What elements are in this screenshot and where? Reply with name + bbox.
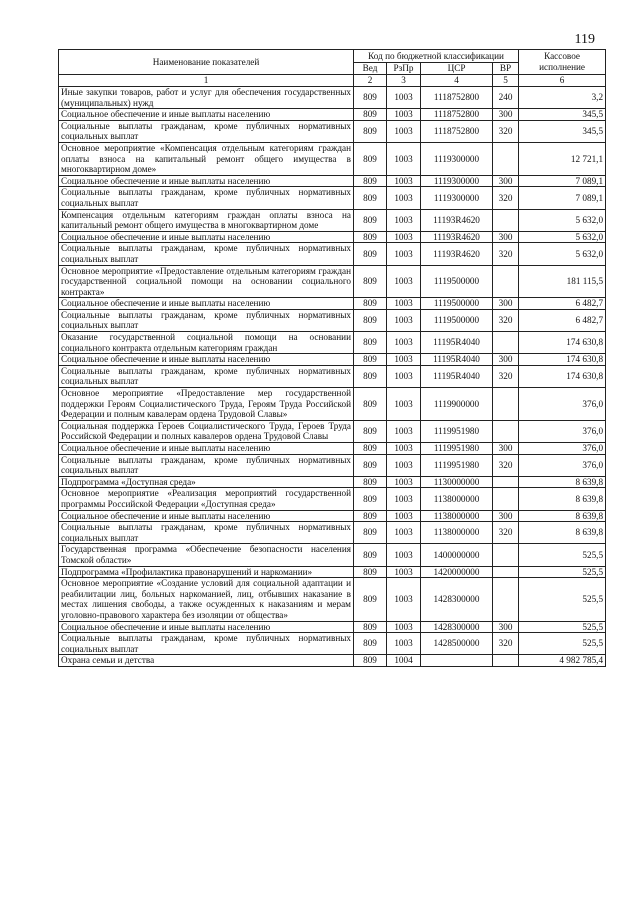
row-amount: 525,5 — [519, 633, 606, 655]
table-row — [59, 120, 606, 142]
row-vr: 300 — [493, 175, 519, 187]
table-row — [59, 578, 606, 621]
row-name: Социальные выплаты гражданам, кроме публичных нормативных социальных выплат — [59, 120, 354, 142]
row-amount: 376,0 — [519, 443, 606, 455]
table-row — [59, 621, 606, 633]
row-csr: 1119500000 — [421, 265, 493, 298]
row-vr — [493, 209, 519, 231]
row-name: Социальные выплаты гражданам, кроме публичных нормативных социальных выплат — [59, 522, 354, 544]
row-csr: 1119500000 — [421, 298, 493, 310]
row-name: Социальная поддержка Героев Социалистического Труда, Героев Труда Российской Федерации и полных кавалеров ордена Трудовой Славы — [59, 420, 354, 442]
row-rzpr: 1003 — [387, 578, 421, 621]
table-row — [59, 243, 606, 265]
row-csr: 1119500000 — [421, 309, 493, 331]
table-row — [59, 522, 606, 544]
row-rzpr: 1003 — [387, 443, 421, 455]
row-ved: 809 — [354, 87, 387, 109]
row-vr — [493, 476, 519, 488]
row-csr: 1119900000 — [421, 388, 493, 421]
row-csr — [421, 655, 493, 667]
header-code-group: Код по бюджетной классификации — [354, 50, 519, 63]
row-csr: 1428300000 — [421, 621, 493, 633]
row-amount: 8 639,8 — [519, 522, 606, 544]
row-name: Социальное обеспечение и иные выплаты населению — [59, 443, 354, 455]
row-vr: 320 — [493, 309, 519, 331]
row-vr: 320 — [493, 120, 519, 142]
header-rzpr: РзПр — [387, 63, 421, 75]
row-name: Социальные выплаты гражданам, кроме публичных нормативных социальных выплат — [59, 187, 354, 209]
row-vr: 320 — [493, 243, 519, 265]
row-csr: 11195R4040 — [421, 365, 493, 387]
row-rzpr: 1003 — [387, 420, 421, 442]
row-name: Компенсация отдельным категориям граждан оплаты взноса на капитальный ремонт общего имущества в многоквартирном доме — [59, 209, 354, 231]
table-row — [59, 175, 606, 187]
row-csr: 1119951980 — [421, 420, 493, 442]
row-rzpr: 1003 — [387, 544, 421, 566]
row-name: Оказание государственной социальной помощи на основании социального контракта отдельным категориям граждан — [59, 332, 354, 354]
row-vr: 240 — [493, 87, 519, 109]
header-vr: ВР — [493, 63, 519, 75]
table-row — [59, 566, 606, 578]
row-amount: 181 115,5 — [519, 265, 606, 298]
row-csr: 11193R4620 — [421, 231, 493, 243]
row-csr: 1420000000 — [421, 566, 493, 578]
row-rzpr: 1003 — [387, 488, 421, 510]
row-ved: 809 — [354, 522, 387, 544]
row-csr: 1118752800 — [421, 120, 493, 142]
row-name: Социальное обеспечение и иные выплаты населению — [59, 510, 354, 522]
row-name: Социальные выплаты гражданам, кроме публичных нормативных социальных выплат — [59, 243, 354, 265]
row-vr — [493, 332, 519, 354]
row-rzpr: 1003 — [387, 231, 421, 243]
row-amount: 345,5 — [519, 109, 606, 121]
row-name: Охрана семьи и детства — [59, 655, 354, 667]
table-row — [59, 544, 606, 566]
header-name-column: Наименование показателей — [59, 50, 354, 75]
row-amount: 174 630,8 — [519, 332, 606, 354]
table-row — [59, 298, 606, 310]
row-csr: 1130000000 — [421, 476, 493, 488]
row-vr — [493, 142, 519, 175]
row-name: Основное мероприятие «Предоставление отдельным категориям граждан государственной социальной помощи на основании социального контракта» — [59, 265, 354, 298]
table-row — [59, 87, 606, 109]
row-amount: 376,0 — [519, 454, 606, 476]
row-vr: 320 — [493, 633, 519, 655]
row-amount: 376,0 — [519, 420, 606, 442]
row-vr: 300 — [493, 510, 519, 522]
row-ved: 809 — [354, 120, 387, 142]
row-vr: 300 — [493, 109, 519, 121]
row-rzpr: 1003 — [387, 309, 421, 331]
header-col-number: 4 — [421, 75, 493, 87]
table-row — [59, 187, 606, 209]
row-ved: 809 — [354, 388, 387, 421]
row-vr: 300 — [493, 443, 519, 455]
row-ved: 809 — [354, 209, 387, 231]
row-name: Социальные выплаты гражданам, кроме публичных нормативных социальных выплат — [59, 633, 354, 655]
row-vr — [493, 544, 519, 566]
row-name: Социальное обеспечение и иные выплаты населению — [59, 621, 354, 633]
row-rzpr: 1003 — [387, 566, 421, 578]
row-rzpr: 1003 — [387, 298, 421, 310]
row-rzpr: 1003 — [387, 120, 421, 142]
row-vr: 300 — [493, 231, 519, 243]
table-row — [59, 510, 606, 522]
table-row — [59, 354, 606, 366]
budget-execution-table — [58, 49, 606, 667]
row-csr: 1118752800 — [421, 109, 493, 121]
table-row — [59, 332, 606, 354]
row-amount: 12 721,1 — [519, 142, 606, 175]
table-row — [59, 265, 606, 298]
row-rzpr: 1003 — [387, 332, 421, 354]
table-row — [59, 388, 606, 421]
row-amount: 8 639,8 — [519, 510, 606, 522]
table-row — [59, 633, 606, 655]
header-col-number: 5 — [493, 75, 519, 87]
table-body — [59, 87, 606, 667]
row-rzpr: 1003 — [387, 243, 421, 265]
row-amount: 6 482,7 — [519, 298, 606, 310]
row-vr: 320 — [493, 365, 519, 387]
row-ved: 809 — [354, 655, 387, 667]
row-csr: 1119300000 — [421, 175, 493, 187]
row-ved: 809 — [354, 510, 387, 522]
row-name: Основное мероприятие «Реализация мероприятий государственной программы Российской Федерации «Доступная среда» — [59, 488, 354, 510]
row-amount: 7 089,1 — [519, 175, 606, 187]
row-amount: 376,0 — [519, 388, 606, 421]
row-amount: 174 630,8 — [519, 354, 606, 366]
row-ved: 809 — [354, 231, 387, 243]
row-csr: 11193R4620 — [421, 209, 493, 231]
row-ved: 809 — [354, 175, 387, 187]
header-cash-execution: Кассовое исполнение — [519, 50, 606, 75]
row-csr: 1119951980 — [421, 454, 493, 476]
row-amount: 525,5 — [519, 544, 606, 566]
row-name: Социальные выплаты гражданам, кроме публичных нормативных социальных выплат — [59, 309, 354, 331]
row-csr: 11193R4620 — [421, 243, 493, 265]
row-name: Основное мероприятие «Компенсация отдельным категориям граждан оплаты взноса на капитальный ремонт общего имущества в многоквартирном доме» — [59, 142, 354, 175]
table-row — [59, 109, 606, 121]
row-name: Социальные выплаты гражданам, кроме публичных нормативных социальных выплат — [59, 365, 354, 387]
row-vr: 320 — [493, 187, 519, 209]
row-csr: 1138000000 — [421, 488, 493, 510]
row-rzpr: 1003 — [387, 388, 421, 421]
row-ved: 809 — [354, 633, 387, 655]
row-amount: 5 632,0 — [519, 231, 606, 243]
row-ved: 809 — [354, 621, 387, 633]
row-ved: 809 — [354, 454, 387, 476]
row-name: Подпрограмма «Доступная среда» — [59, 476, 354, 488]
table-row — [59, 655, 606, 667]
header-col-number: 2 — [354, 75, 387, 87]
row-rzpr: 1003 — [387, 522, 421, 544]
row-vr — [493, 655, 519, 667]
row-name: Подпрограмма «Профилактика правонарушений и наркомании» — [59, 566, 354, 578]
row-csr: 1118752800 — [421, 87, 493, 109]
row-ved: 809 — [354, 142, 387, 175]
row-csr: 11195R4040 — [421, 354, 493, 366]
table-row — [59, 488, 606, 510]
row-rzpr: 1003 — [387, 87, 421, 109]
row-name: Основное мероприятие «Предоставление мер государственной поддержки Героям Социалистического Труда, Героям Труда Российской Федерации и полным кавалерам ордена Трудовой Славы» — [59, 388, 354, 421]
row-amount: 3,2 — [519, 87, 606, 109]
row-rzpr: 1003 — [387, 142, 421, 175]
table-row — [59, 443, 606, 455]
row-rzpr: 1003 — [387, 175, 421, 187]
row-vr: 300 — [493, 298, 519, 310]
row-amount: 4 982 785,4 — [519, 655, 606, 667]
row-csr: 1119300000 — [421, 187, 493, 209]
row-vr: 320 — [493, 454, 519, 476]
row-vr: 320 — [493, 522, 519, 544]
row-amount: 345,5 — [519, 120, 606, 142]
row-ved: 809 — [354, 298, 387, 310]
row-csr: 1138000000 — [421, 510, 493, 522]
row-ved: 809 — [354, 332, 387, 354]
row-name: Иные закупки товаров, работ и услуг для обеспечения государственных (муниципальных) нужд — [59, 87, 354, 109]
row-ved: 809 — [354, 187, 387, 209]
row-rzpr: 1003 — [387, 187, 421, 209]
row-name: Социальное обеспечение и иные выплаты населению — [59, 354, 354, 366]
row-rzpr: 1003 — [387, 109, 421, 121]
row-vr — [493, 566, 519, 578]
row-ved: 809 — [354, 566, 387, 578]
header-col-number: 1 — [59, 75, 354, 87]
row-csr: 1119951980 — [421, 443, 493, 455]
row-ved: 809 — [354, 265, 387, 298]
table-row — [59, 231, 606, 243]
table-row — [59, 476, 606, 488]
table-row — [59, 209, 606, 231]
row-amount: 5 632,0 — [519, 243, 606, 265]
row-vr: 300 — [493, 621, 519, 633]
row-name: Социальное обеспечение и иные выплаты населению — [59, 175, 354, 187]
row-csr: 1400000000 — [421, 544, 493, 566]
table-row — [59, 454, 606, 476]
row-rzpr: 1003 — [387, 454, 421, 476]
row-name: Социальное обеспечение и иные выплаты населению — [59, 231, 354, 243]
table-row — [59, 142, 606, 175]
header-col-number: 6 — [519, 75, 606, 87]
row-name: Основное мероприятие «Создание условий для социальной адаптации и реабилитации лиц, больных наркоманией, лиц, отбывших наказание в местах лишения свободы, а также осужденных к наказаниям и мерам уголовно-правового характера без изоляции от общества» — [59, 578, 354, 621]
row-rzpr: 1003 — [387, 209, 421, 231]
row-ved: 809 — [354, 443, 387, 455]
row-ved: 809 — [354, 476, 387, 488]
table-row — [59, 309, 606, 331]
row-amount: 174 630,8 — [519, 365, 606, 387]
row-ved: 809 — [354, 243, 387, 265]
row-amount: 6 482,7 — [519, 309, 606, 331]
row-amount: 8 639,8 — [519, 476, 606, 488]
header-col-number: 3 — [387, 75, 421, 87]
table-header — [59, 50, 606, 87]
row-csr: 11195R4040 — [421, 332, 493, 354]
row-amount: 7 089,1 — [519, 187, 606, 209]
row-vr — [493, 265, 519, 298]
row-rzpr: 1003 — [387, 354, 421, 366]
row-amount: 525,5 — [519, 566, 606, 578]
row-vr: 300 — [493, 354, 519, 366]
row-csr: 1428500000 — [421, 633, 493, 655]
row-rzpr: 1003 — [387, 365, 421, 387]
row-name: Социальное обеспечение и иные выплаты населению — [59, 109, 354, 121]
row-rzpr: 1003 — [387, 621, 421, 633]
row-rzpr: 1003 — [387, 476, 421, 488]
row-amount: 525,5 — [519, 621, 606, 633]
row-rzpr: 1004 — [387, 655, 421, 667]
row-name: Государственная программа «Обеспечение безопасности населения Томской области» — [59, 544, 354, 566]
table-row — [59, 365, 606, 387]
row-csr: 1428300000 — [421, 578, 493, 621]
row-rzpr: 1003 — [387, 633, 421, 655]
row-rzpr: 1003 — [387, 510, 421, 522]
row-ved: 809 — [354, 578, 387, 621]
page-number: 119 — [574, 32, 595, 47]
row-amount: 5 632,0 — [519, 209, 606, 231]
row-ved: 809 — [354, 420, 387, 442]
row-csr: 1138000000 — [421, 522, 493, 544]
row-ved: 809 — [354, 365, 387, 387]
row-rzpr: 1003 — [387, 265, 421, 298]
row-amount: 525,5 — [519, 578, 606, 621]
row-vr — [493, 420, 519, 442]
header-csr: ЦСР — [421, 63, 493, 75]
row-amount: 8 639,8 — [519, 488, 606, 510]
header-ved: Вед — [354, 63, 387, 75]
row-ved: 809 — [354, 109, 387, 121]
row-csr: 1119300000 — [421, 142, 493, 175]
row-vr — [493, 388, 519, 421]
row-vr — [493, 578, 519, 621]
row-name: Социальные выплаты гражданам, кроме публичных нормативных социальных выплат — [59, 454, 354, 476]
row-vr — [493, 488, 519, 510]
row-ved: 809 — [354, 354, 387, 366]
row-ved: 809 — [354, 309, 387, 331]
row-ved: 809 — [354, 488, 387, 510]
table-row — [59, 420, 606, 442]
row-name: Социальное обеспечение и иные выплаты населению — [59, 298, 354, 310]
row-ved: 809 — [354, 544, 387, 566]
